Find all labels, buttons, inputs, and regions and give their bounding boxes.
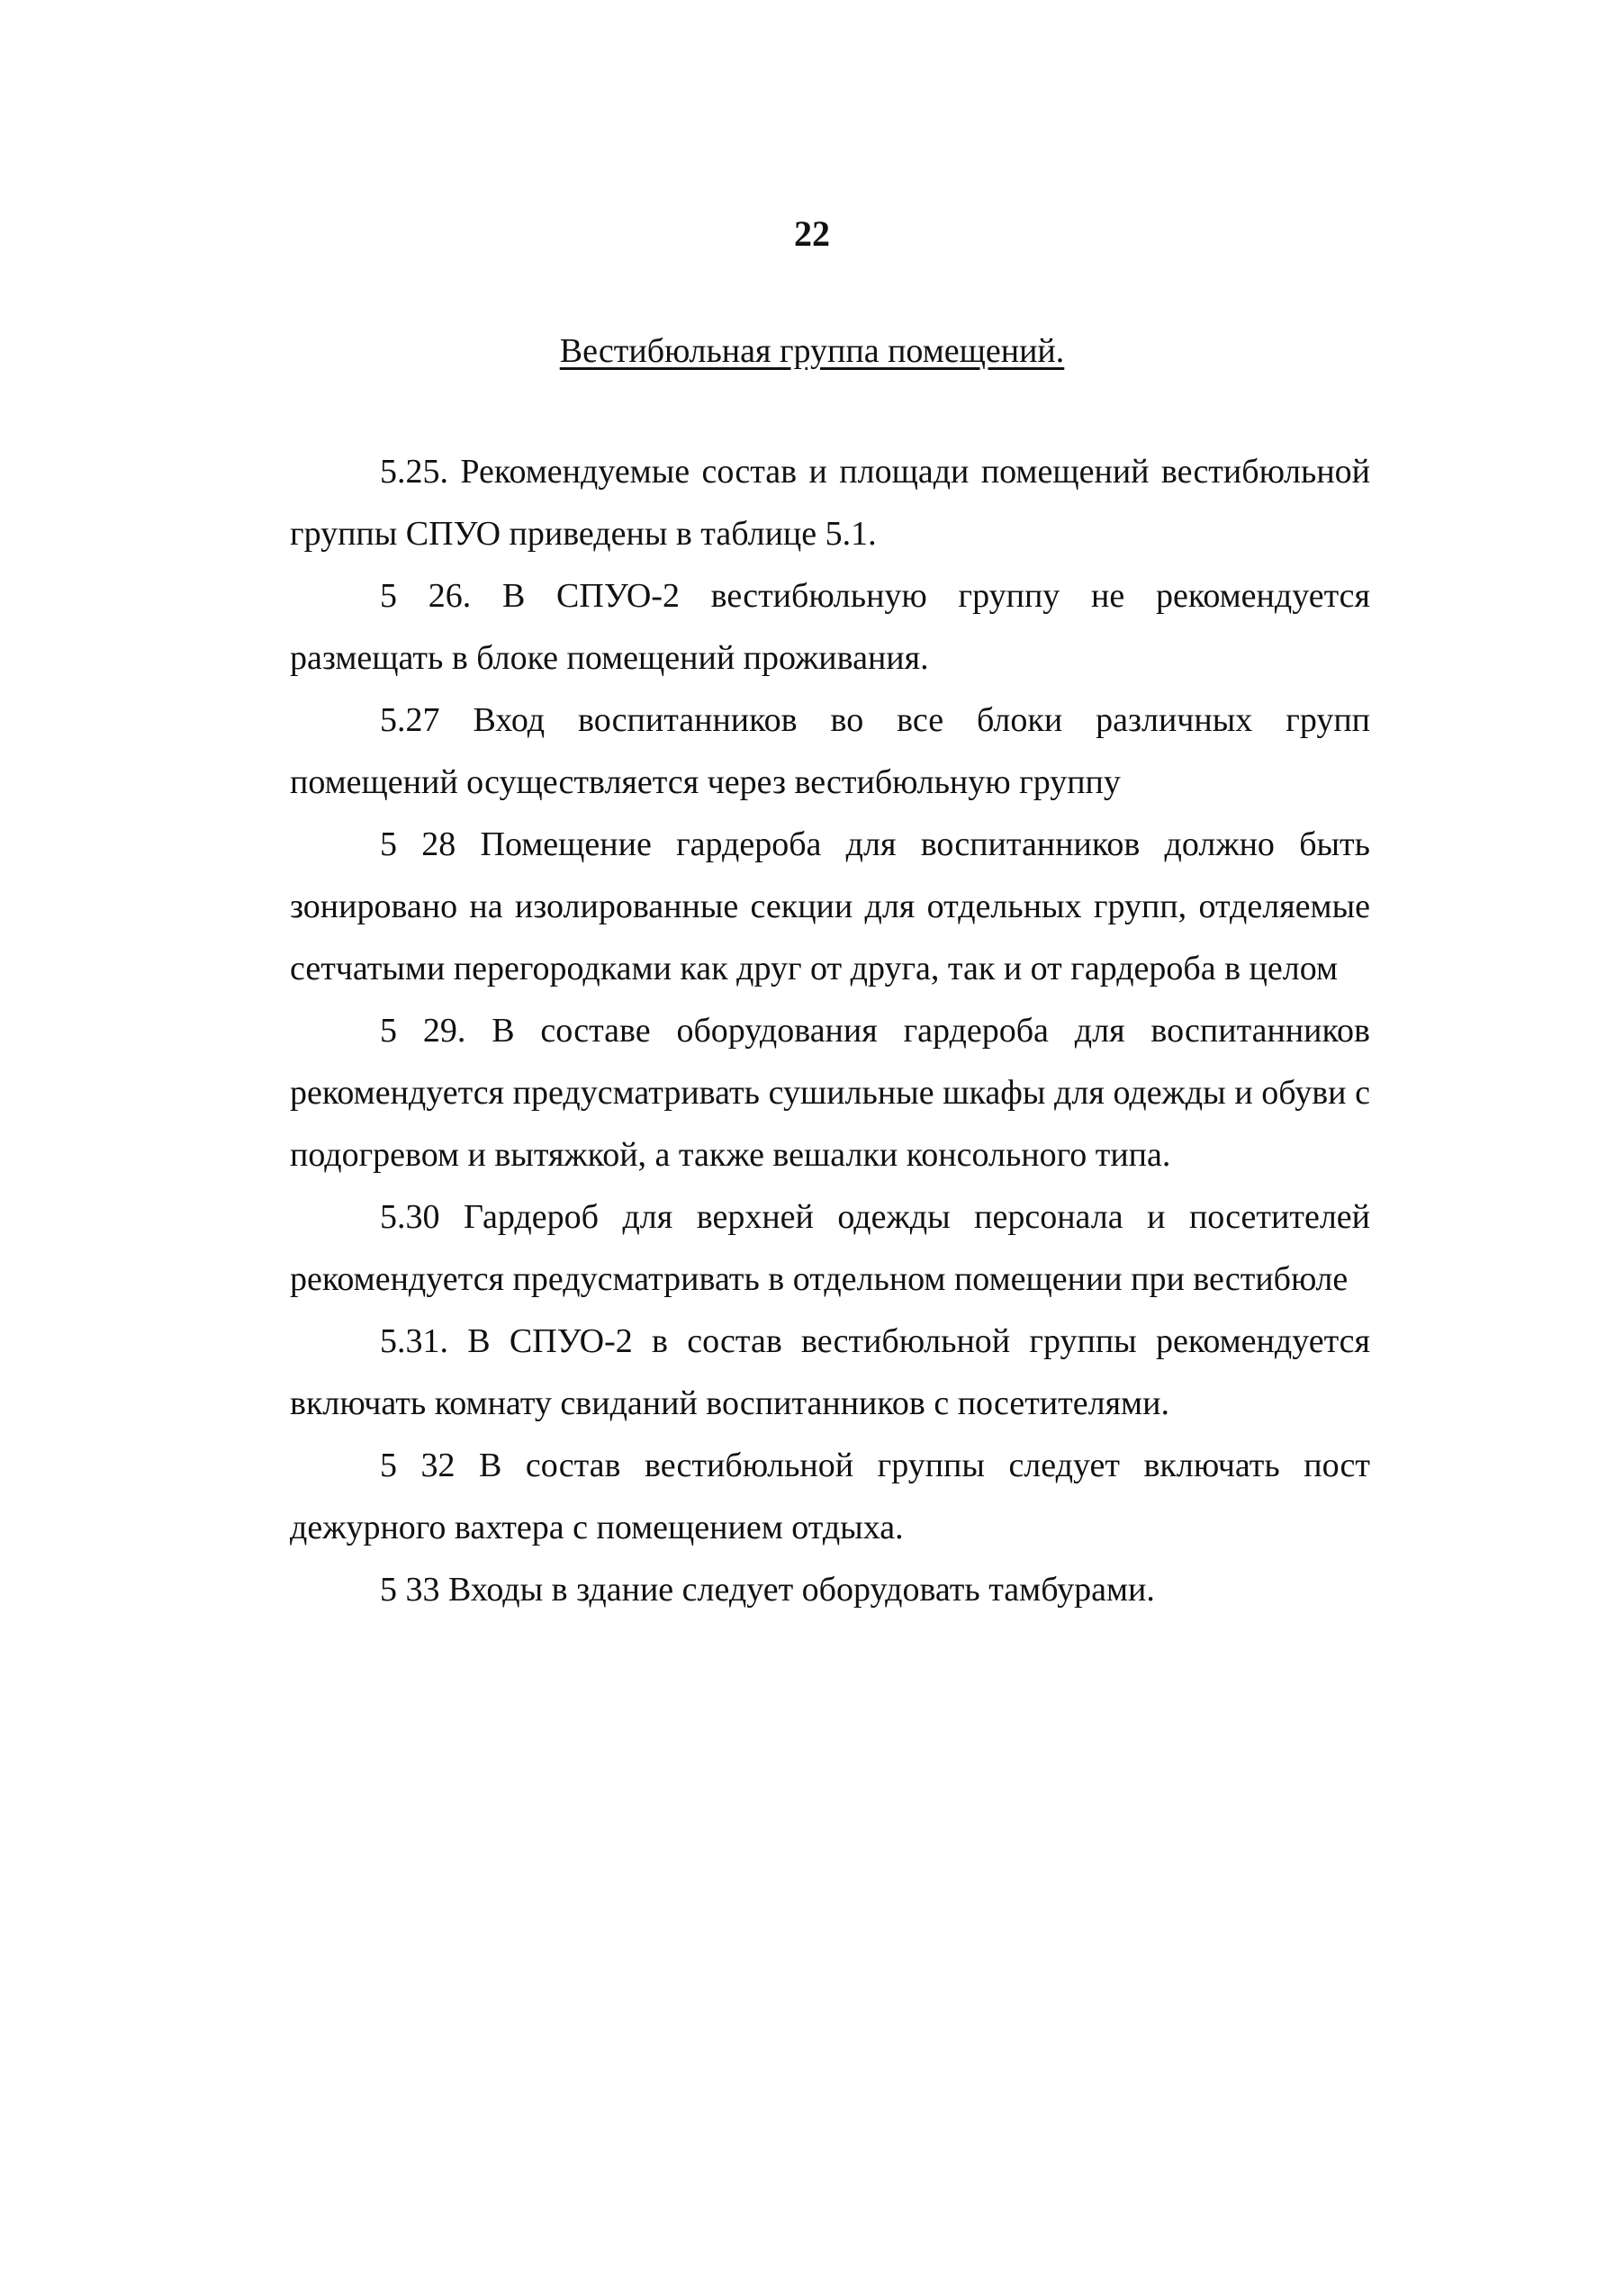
- page-number: 22: [794, 213, 830, 254]
- paragraph-5-28: 5 28 Помещение гардероба для воспитанников должно быть зонировано на изолированные секции для отдельных групп, отделяемые сетчатыми перегородками как друг от друга, так и от гардероба в целом: [290, 825, 1370, 987]
- paragraph-5-29: 5 29. В составе оборудования гардероба для воспитанников рекомендуется предусматривать сушильные шкафы для одежды и обуви с подогревом и вытяжкой, а также вешалки консольного типа.: [290, 1012, 1370, 1174]
- paragraph-5-33: 5 33 Входы в здание следует оборудовать тамбурами.: [380, 1571, 1155, 1609]
- section-heading: Вестибюльная группа помещений.: [559, 332, 1065, 370]
- paragraph-5-32: 5 32 В состав вестибюльной группы следует включать пост дежурного вахтера с помещением отдыха.: [290, 1447, 1370, 1546]
- paragraph-5-31: 5.31. В СПУО-2 в состав вестибюльной группы рекомендуется включать комнату свиданий воспитанников с посетителями.: [290, 1322, 1370, 1422]
- paragraph-5-27: 5.27 Вход воспитанников во все блоки различных групп помещений осуществляется через вестибюльную группу: [290, 701, 1370, 801]
- body-text: [290, 441, 1370, 1621]
- paragraph-5-25: 5.25. Рекомендуемые состав и площади помещений вестибюльной группы СПУО приведены в таблице 5.1.: [290, 453, 1370, 553]
- paragraph-5-30: 5.30 Гардероб для верхней одежды персонала и посетителей рекомендуется предусматривать в отдельном помещении при вестибюле: [290, 1198, 1370, 1298]
- paragraph-5-26: 5 26. В СПУО-2 вестибюльную группу не рекомендуется размещать в блоке помещений проживания.: [290, 577, 1370, 677]
